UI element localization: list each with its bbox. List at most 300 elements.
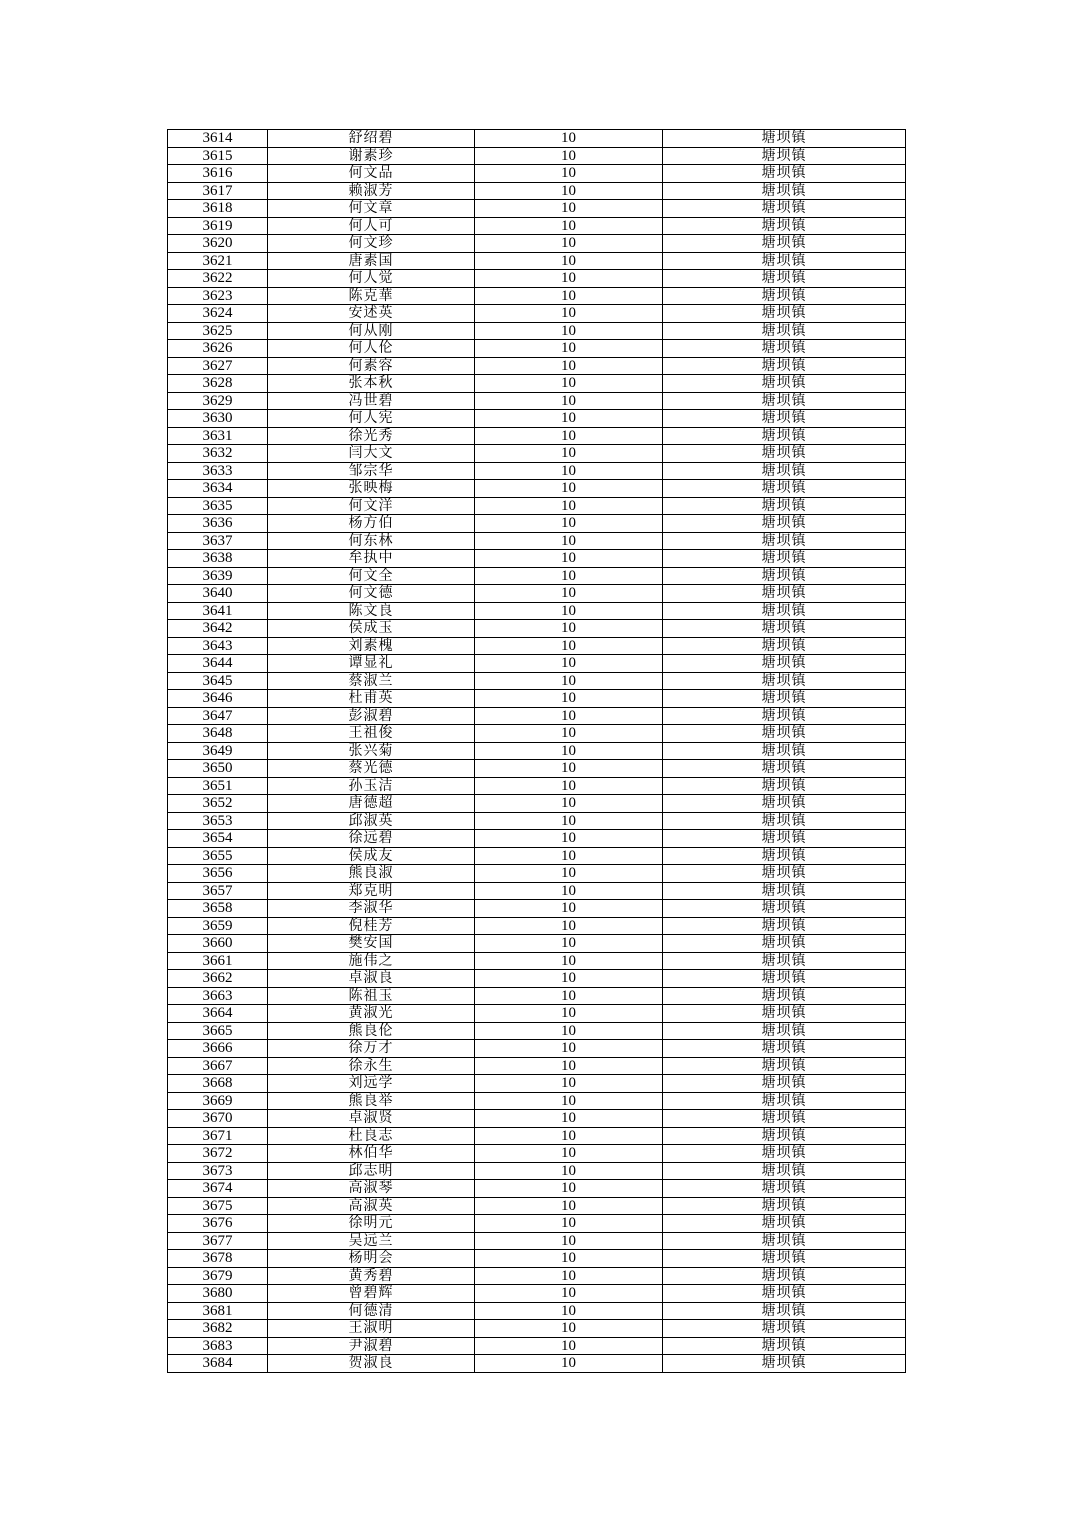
person-name-cell: 王祖俊 <box>268 725 475 743</box>
row-number-cell: 3659 <box>168 917 268 935</box>
table-row <box>168 550 906 568</box>
amount-cell: 10 <box>475 812 663 830</box>
table-row <box>168 357 906 375</box>
amount-cell: 10 <box>475 357 663 375</box>
town-cell: 塘坝镇 <box>663 1040 906 1058</box>
amount-cell: 10 <box>475 777 663 795</box>
roster-table-body <box>168 130 906 1373</box>
person-name-cell: 何文品 <box>268 165 475 183</box>
town-cell: 塘坝镇 <box>663 602 906 620</box>
table-row <box>168 480 906 498</box>
table-row <box>168 235 906 253</box>
town-cell: 塘坝镇 <box>663 1005 906 1023</box>
amount-cell: 10 <box>475 952 663 970</box>
person-name-cell: 谢素珍 <box>268 147 475 165</box>
amount-cell: 10 <box>475 1162 663 1180</box>
town-cell: 塘坝镇 <box>663 235 906 253</box>
amount-cell: 10 <box>475 795 663 813</box>
town-cell: 塘坝镇 <box>663 1057 906 1075</box>
town-cell: 塘坝镇 <box>663 322 906 340</box>
person-name-cell: 何人觉 <box>268 270 475 288</box>
amount-cell: 10 <box>475 585 663 603</box>
town-cell: 塘坝镇 <box>663 1197 906 1215</box>
person-name-cell: 杨方伯 <box>268 515 475 533</box>
amount-cell: 10 <box>475 970 663 988</box>
town-cell: 塘坝镇 <box>663 1145 906 1163</box>
row-number-cell: 3637 <box>168 532 268 550</box>
amount-cell: 10 <box>475 375 663 393</box>
person-name-cell: 邱志明 <box>268 1162 475 1180</box>
person-name-cell: 何文全 <box>268 567 475 585</box>
table-row <box>168 1162 906 1180</box>
table-row <box>168 1215 906 1233</box>
town-cell: 塘坝镇 <box>663 760 906 778</box>
amount-cell: 10 <box>475 392 663 410</box>
town-cell: 塘坝镇 <box>663 462 906 480</box>
amount-cell: 10 <box>475 707 663 725</box>
amount-cell: 10 <box>475 287 663 305</box>
table-row <box>168 655 906 673</box>
amount-cell: 10 <box>475 427 663 445</box>
row-number-cell: 3622 <box>168 270 268 288</box>
person-name-cell: 张映梅 <box>268 480 475 498</box>
table-row <box>168 252 906 270</box>
row-number-cell: 3624 <box>168 305 268 323</box>
amount-cell: 10 <box>475 830 663 848</box>
town-cell: 塘坝镇 <box>663 917 906 935</box>
amount-cell: 10 <box>475 1197 663 1215</box>
town-cell: 塘坝镇 <box>663 935 906 953</box>
person-name-cell: 邱淑英 <box>268 812 475 830</box>
person-name-cell: 刘素槐 <box>268 637 475 655</box>
table-row <box>168 375 906 393</box>
table-row <box>168 952 906 970</box>
person-name-cell: 何素容 <box>268 357 475 375</box>
amount-cell: 10 <box>475 1285 663 1303</box>
town-cell: 塘坝镇 <box>663 865 906 883</box>
amount-cell: 10 <box>475 1250 663 1268</box>
town-cell: 塘坝镇 <box>663 567 906 585</box>
row-number-cell: 3619 <box>168 217 268 235</box>
town-cell: 塘坝镇 <box>663 952 906 970</box>
person-name-cell: 林伯华 <box>268 1145 475 1163</box>
amount-cell: 10 <box>475 1320 663 1338</box>
amount-cell: 10 <box>475 532 663 550</box>
amount-cell: 10 <box>475 1005 663 1023</box>
table-row <box>168 270 906 288</box>
table-row <box>168 410 906 428</box>
row-number-cell: 3681 <box>168 1302 268 1320</box>
person-name-cell: 卓淑贤 <box>268 1110 475 1128</box>
table-row <box>168 690 906 708</box>
row-number-cell: 3618 <box>168 200 268 218</box>
town-cell: 塘坝镇 <box>663 970 906 988</box>
person-name-cell: 杨明会 <box>268 1250 475 1268</box>
amount-cell: 10 <box>475 1022 663 1040</box>
town-cell: 塘坝镇 <box>663 672 906 690</box>
amount-cell: 10 <box>475 515 663 533</box>
row-number-cell: 3653 <box>168 812 268 830</box>
amount-cell: 10 <box>475 1110 663 1128</box>
amount-cell: 10 <box>475 1232 663 1250</box>
person-name-cell: 冯世碧 <box>268 392 475 410</box>
amount-cell: 10 <box>475 410 663 428</box>
person-name-cell: 唐素国 <box>268 252 475 270</box>
row-number-cell: 3627 <box>168 357 268 375</box>
town-cell: 塘坝镇 <box>663 1215 906 1233</box>
amount-cell: 10 <box>475 672 663 690</box>
person-name-cell: 杜甫英 <box>268 690 475 708</box>
town-cell: 塘坝镇 <box>663 620 906 638</box>
row-number-cell: 3615 <box>168 147 268 165</box>
town-cell: 塘坝镇 <box>663 882 906 900</box>
person-name-cell: 卓淑良 <box>268 970 475 988</box>
person-name-cell: 黄秀碧 <box>268 1267 475 1285</box>
table-row <box>168 427 906 445</box>
row-number-cell: 3626 <box>168 340 268 358</box>
person-name-cell: 倪桂芳 <box>268 917 475 935</box>
row-number-cell: 3617 <box>168 182 268 200</box>
row-number-cell: 3672 <box>168 1145 268 1163</box>
row-number-cell: 3632 <box>168 445 268 463</box>
person-name-cell: 牟执中 <box>268 550 475 568</box>
town-cell: 塘坝镇 <box>663 445 906 463</box>
amount-cell: 10 <box>475 1355 663 1373</box>
table-row <box>168 200 906 218</box>
row-number-cell: 3625 <box>168 322 268 340</box>
row-number-cell: 3638 <box>168 550 268 568</box>
row-number-cell: 3657 <box>168 882 268 900</box>
table-row <box>168 1057 906 1075</box>
person-name-cell: 徐光秀 <box>268 427 475 445</box>
town-cell: 塘坝镇 <box>663 182 906 200</box>
row-number-cell: 3682 <box>168 1320 268 1338</box>
table-row <box>168 1250 906 1268</box>
table-row <box>168 620 906 638</box>
town-cell: 塘坝镇 <box>663 707 906 725</box>
table-row <box>168 760 906 778</box>
row-number-cell: 3643 <box>168 637 268 655</box>
person-name-cell: 陈文良 <box>268 602 475 620</box>
table-row <box>168 1075 906 1093</box>
row-number-cell: 3614 <box>168 130 268 148</box>
town-cell: 塘坝镇 <box>663 1337 906 1355</box>
town-cell: 塘坝镇 <box>663 830 906 848</box>
amount-cell: 10 <box>475 1302 663 1320</box>
person-name-cell: 徐永生 <box>268 1057 475 1075</box>
table-row <box>168 585 906 603</box>
table-row <box>168 515 906 533</box>
town-cell: 塘坝镇 <box>663 497 906 515</box>
row-number-cell: 3642 <box>168 620 268 638</box>
row-number-cell: 3663 <box>168 987 268 1005</box>
row-number-cell: 3675 <box>168 1197 268 1215</box>
amount-cell: 10 <box>475 480 663 498</box>
town-cell: 塘坝镇 <box>663 130 906 148</box>
town-cell: 塘坝镇 <box>663 1355 906 1373</box>
table-row <box>168 532 906 550</box>
person-name-cell: 侯成友 <box>268 847 475 865</box>
row-number-cell: 3662 <box>168 970 268 988</box>
town-cell: 塘坝镇 <box>663 777 906 795</box>
person-name-cell: 何文德 <box>268 585 475 603</box>
table-row <box>168 865 906 883</box>
person-name-cell: 黄淑光 <box>268 1005 475 1023</box>
person-name-cell: 何德清 <box>268 1302 475 1320</box>
row-number-cell: 3649 <box>168 742 268 760</box>
person-name-cell: 孙玉洁 <box>268 777 475 795</box>
amount-cell: 10 <box>475 165 663 183</box>
table-row <box>168 1127 906 1145</box>
table-row <box>168 340 906 358</box>
person-name-cell: 彭淑碧 <box>268 707 475 725</box>
row-number-cell: 3654 <box>168 830 268 848</box>
row-number-cell: 3631 <box>168 427 268 445</box>
row-number-cell: 3667 <box>168 1057 268 1075</box>
row-number-cell: 3679 <box>168 1267 268 1285</box>
amount-cell: 10 <box>475 1180 663 1198</box>
amount-cell: 10 <box>475 340 663 358</box>
table-row <box>168 672 906 690</box>
table-row <box>168 812 906 830</box>
town-cell: 塘坝镇 <box>663 1162 906 1180</box>
person-name-cell: 徐远碧 <box>268 830 475 848</box>
table-row <box>168 1092 906 1110</box>
person-name-cell: 吴远兰 <box>268 1232 475 1250</box>
amount-cell: 10 <box>475 252 663 270</box>
table-row <box>168 1267 906 1285</box>
amount-cell: 10 <box>475 742 663 760</box>
row-number-cell: 3671 <box>168 1127 268 1145</box>
row-number-cell: 3660 <box>168 935 268 953</box>
row-number-cell: 3666 <box>168 1040 268 1058</box>
person-name-cell: 陈克華 <box>268 287 475 305</box>
person-name-cell: 杜良志 <box>268 1127 475 1145</box>
amount-cell: 10 <box>475 567 663 585</box>
town-cell: 塘坝镇 <box>663 1075 906 1093</box>
table-row <box>168 1197 906 1215</box>
town-cell: 塘坝镇 <box>663 1022 906 1040</box>
person-name-cell: 何人伦 <box>268 340 475 358</box>
person-name-cell: 蔡淑兰 <box>268 672 475 690</box>
table-row <box>168 602 906 620</box>
amount-cell: 10 <box>475 655 663 673</box>
person-name-cell: 何东林 <box>268 532 475 550</box>
table-row <box>168 777 906 795</box>
person-name-cell: 樊安国 <box>268 935 475 953</box>
amount-cell: 10 <box>475 445 663 463</box>
person-name-cell: 曾碧辉 <box>268 1285 475 1303</box>
amount-cell: 10 <box>475 935 663 953</box>
amount-cell: 10 <box>475 270 663 288</box>
town-cell: 塘坝镇 <box>663 375 906 393</box>
amount-cell: 10 <box>475 305 663 323</box>
row-number-cell: 3658 <box>168 900 268 918</box>
amount-cell: 10 <box>475 620 663 638</box>
person-name-cell: 徐明元 <box>268 1215 475 1233</box>
amount-cell: 10 <box>475 917 663 935</box>
town-cell: 塘坝镇 <box>663 515 906 533</box>
table-row <box>168 1302 906 1320</box>
town-cell: 塘坝镇 <box>663 1302 906 1320</box>
row-number-cell: 3648 <box>168 725 268 743</box>
amount-cell: 10 <box>475 550 663 568</box>
person-name-cell: 刘远学 <box>268 1075 475 1093</box>
town-cell: 塘坝镇 <box>663 1267 906 1285</box>
town-cell: 塘坝镇 <box>663 987 906 1005</box>
row-number-cell: 3678 <box>168 1250 268 1268</box>
table-row <box>168 462 906 480</box>
amount-cell: 10 <box>475 1040 663 1058</box>
person-name-cell: 熊良举 <box>268 1092 475 1110</box>
row-number-cell: 3640 <box>168 585 268 603</box>
row-number-cell: 3629 <box>168 392 268 410</box>
town-cell: 塘坝镇 <box>663 392 906 410</box>
town-cell: 塘坝镇 <box>663 812 906 830</box>
row-number-cell: 3677 <box>168 1232 268 1250</box>
amount-cell: 10 <box>475 1057 663 1075</box>
row-number-cell: 3623 <box>168 287 268 305</box>
table-row <box>168 917 906 935</box>
town-cell: 塘坝镇 <box>663 725 906 743</box>
town-cell: 塘坝镇 <box>663 270 906 288</box>
amount-cell: 10 <box>475 1215 663 1233</box>
person-name-cell: 赖淑芳 <box>268 182 475 200</box>
amount-cell: 10 <box>475 130 663 148</box>
person-name-cell: 高淑琴 <box>268 1180 475 1198</box>
amount-cell: 10 <box>475 497 663 515</box>
row-number-cell: 3669 <box>168 1092 268 1110</box>
amount-cell: 10 <box>475 1267 663 1285</box>
row-number-cell: 3656 <box>168 865 268 883</box>
town-cell: 塘坝镇 <box>663 1110 906 1128</box>
town-cell: 塘坝镇 <box>663 165 906 183</box>
table-row <box>168 445 906 463</box>
amount-cell: 10 <box>475 690 663 708</box>
table-row <box>168 287 906 305</box>
town-cell: 塘坝镇 <box>663 900 906 918</box>
town-cell: 塘坝镇 <box>663 532 906 550</box>
town-cell: 塘坝镇 <box>663 637 906 655</box>
person-name-cell: 熊良伦 <box>268 1022 475 1040</box>
row-number-cell: 3673 <box>168 1162 268 1180</box>
person-name-cell: 何从刚 <box>268 322 475 340</box>
person-name-cell: 唐德超 <box>268 795 475 813</box>
amount-cell: 10 <box>475 1127 663 1145</box>
table-row <box>168 1040 906 1058</box>
row-number-cell: 3634 <box>168 480 268 498</box>
table-row <box>168 217 906 235</box>
amount-cell: 10 <box>475 760 663 778</box>
table-row <box>168 935 906 953</box>
table-row <box>168 707 906 725</box>
town-cell: 塘坝镇 <box>663 217 906 235</box>
table-row <box>168 1285 906 1303</box>
table-row <box>168 165 906 183</box>
table-row <box>168 497 906 515</box>
person-name-cell: 何文章 <box>268 200 475 218</box>
person-name-cell: 王淑明 <box>268 1320 475 1338</box>
row-number-cell: 3668 <box>168 1075 268 1093</box>
person-name-cell: 何人可 <box>268 217 475 235</box>
row-number-cell: 3674 <box>168 1180 268 1198</box>
person-name-cell: 尹淑碧 <box>268 1337 475 1355</box>
town-cell: 塘坝镇 <box>663 410 906 428</box>
row-number-cell: 3650 <box>168 760 268 778</box>
table-row <box>168 742 906 760</box>
person-name-cell: 侯成玉 <box>268 620 475 638</box>
table-row <box>168 1232 906 1250</box>
table-row <box>168 987 906 1005</box>
amount-cell: 10 <box>475 1145 663 1163</box>
person-name-cell: 张兴菊 <box>268 742 475 760</box>
row-number-cell: 3641 <box>168 602 268 620</box>
table-row <box>168 1145 906 1163</box>
person-name-cell: 李淑华 <box>268 900 475 918</box>
table-row <box>168 1110 906 1128</box>
town-cell: 塘坝镇 <box>663 1127 906 1145</box>
person-name-cell: 闫大文 <box>268 445 475 463</box>
person-name-cell: 熊良淑 <box>268 865 475 883</box>
amount-cell: 10 <box>475 182 663 200</box>
table-row <box>168 1180 906 1198</box>
table-row <box>168 567 906 585</box>
row-number-cell: 3644 <box>168 655 268 673</box>
town-cell: 塘坝镇 <box>663 847 906 865</box>
row-number-cell: 3620 <box>168 235 268 253</box>
row-number-cell: 3621 <box>168 252 268 270</box>
town-cell: 塘坝镇 <box>663 427 906 445</box>
person-name-cell: 邹宗华 <box>268 462 475 480</box>
amount-cell: 10 <box>475 147 663 165</box>
table-row <box>168 322 906 340</box>
row-number-cell: 3646 <box>168 690 268 708</box>
amount-cell: 10 <box>475 1092 663 1110</box>
town-cell: 塘坝镇 <box>663 1250 906 1268</box>
person-name-cell: 郑克明 <box>268 882 475 900</box>
town-cell: 塘坝镇 <box>663 1320 906 1338</box>
person-name-cell: 陈祖玉 <box>268 987 475 1005</box>
table-row <box>168 1005 906 1023</box>
amount-cell: 10 <box>475 882 663 900</box>
row-number-cell: 3647 <box>168 707 268 725</box>
amount-cell: 10 <box>475 217 663 235</box>
amount-cell: 10 <box>475 235 663 253</box>
table-row <box>168 847 906 865</box>
town-cell: 塘坝镇 <box>663 1232 906 1250</box>
row-number-cell: 3655 <box>168 847 268 865</box>
person-name-cell: 蔡光德 <box>268 760 475 778</box>
row-number-cell: 3670 <box>168 1110 268 1128</box>
table-row <box>168 305 906 323</box>
roster-table <box>167 129 906 1373</box>
person-name-cell: 徐万才 <box>268 1040 475 1058</box>
table-row <box>168 725 906 743</box>
table-row <box>168 970 906 988</box>
row-number-cell: 3680 <box>168 1285 268 1303</box>
amount-cell: 10 <box>475 725 663 743</box>
amount-cell: 10 <box>475 987 663 1005</box>
row-number-cell: 3661 <box>168 952 268 970</box>
row-number-cell: 3664 <box>168 1005 268 1023</box>
row-number-cell: 3645 <box>168 672 268 690</box>
table-row <box>168 882 906 900</box>
row-number-cell: 3616 <box>168 165 268 183</box>
row-number-cell: 3665 <box>168 1022 268 1040</box>
town-cell: 塘坝镇 <box>663 357 906 375</box>
person-name-cell: 何文珍 <box>268 235 475 253</box>
person-name-cell: 施伟之 <box>268 952 475 970</box>
